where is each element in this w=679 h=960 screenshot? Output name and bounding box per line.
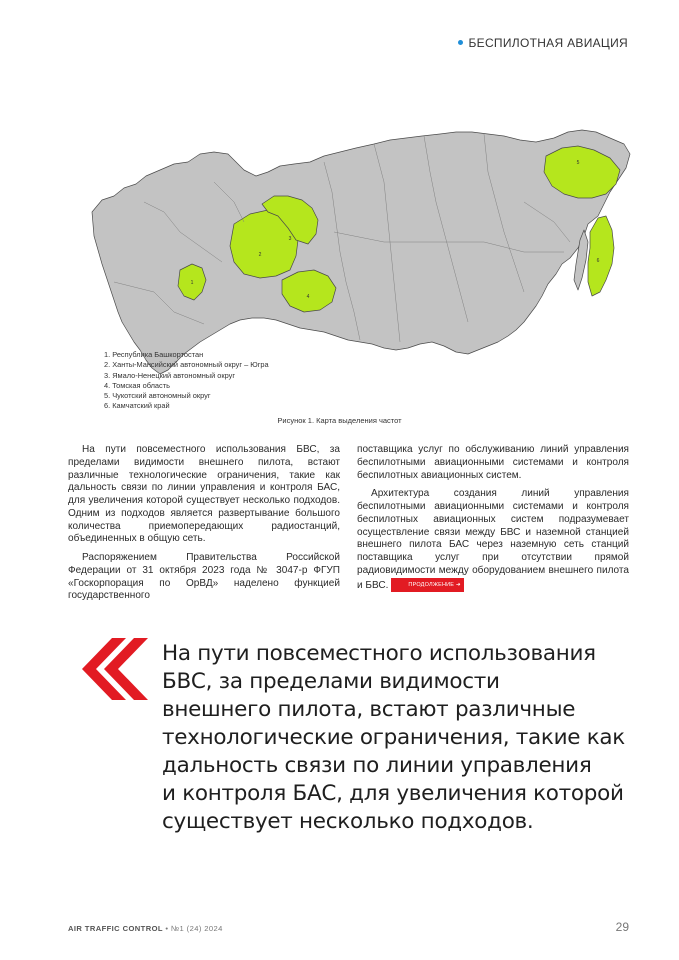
section-title: БЕСПИЛОТНАЯ АВИАЦИЯ — [468, 36, 628, 50]
legend-item: 4. Томская область — [104, 380, 170, 390]
map-label-6: 6 — [596, 258, 600, 264]
map-label-5: 5 — [576, 160, 580, 166]
footer-magazine — [68, 924, 223, 933]
paragraph: поставщика услуг по обслуживанию линий управления беспилотными авиационными системами и контроля беспилотных авиационных систем. — [357, 444, 629, 481]
map-label-2: 2 — [258, 252, 262, 258]
issue-info: • №1 (24) 2024 — [162, 924, 223, 933]
section-tag — [458, 36, 628, 50]
legend-item: 6. Камчатский край — [104, 401, 170, 411]
bullet-dot-icon — [458, 40, 463, 45]
figure-caption: Рисунок 1. Карта выделения частот — [277, 416, 402, 425]
paragraph — [357, 488, 629, 592]
pull-quote-line: и контроля БАС, для увеличения которой — [162, 781, 624, 806]
continue-badge: ПРОДОЛЖЕНИЕ ➜ — [391, 578, 463, 593]
magazine-title: AIR TRAFFIC CONTROL — [68, 924, 163, 933]
pull-quote-line: На пути повсеместного использования — [162, 641, 596, 666]
legend-item: 1. Республика Башкортостан — [104, 350, 204, 359]
pull-quote-line: существует несколько подходов. — [162, 809, 534, 834]
map-label-3: 3 — [288, 236, 292, 242]
article-column-left — [68, 444, 340, 609]
map-label-4: 4 — [306, 294, 310, 300]
quote-chevron-icon — [82, 638, 148, 700]
pull-quote — [162, 640, 632, 836]
map-label-1: 1 — [190, 280, 194, 286]
paragraph: Распоряжением Правительства Российской Федерации от 31 октября 2023 года № 3047-р ФГУП «Госкорпорация по ОрВД» наделено функцией государственного — [68, 552, 340, 602]
map-legend — [104, 350, 269, 412]
map-region-6 — [588, 216, 614, 296]
pull-quote-line: технологические ограничения, такие как — [162, 725, 625, 750]
pull-quote-line: БВС, за пределами видимости — [162, 669, 500, 694]
paragraph: На пути повсеместного использования БВС, за пределами видимости внешнего пилота, встают различные технологические ограничения, такие как дальность связи по линии управления и контроля БАС, для увеличения которой существует несколько подходов. Одним из подходов является развертывание большого количества приемопередающих радиостанций, объединенных в общую сеть. — [68, 444, 340, 545]
page-number: 29 — [615, 920, 629, 934]
legend-item: 3. Ямало-Ненецкий автономный округ — [104, 370, 236, 380]
paragraph-text: Архитектура создания линий управления беспилотными авиационными системами и контроля беспилотных авиационных систем подразумевает осуществление связи между БВС и наземной станцией внешнего пилота БАС через наземную сеть станций поставщика услуг при отсутствии прямой радиовидимости между оборудованием внешнего пилота и БВС. — [357, 488, 629, 591]
pull-quote-line: внешнего пилота, встают различные — [162, 697, 576, 722]
legend-item: 2. Ханты-Мансийский автономный округ – Югра — [104, 360, 269, 370]
article-column-right — [357, 444, 629, 598]
legend-item: 5. Чукотский автономный округ — [104, 391, 211, 401]
pull-quote-line: дальность связи по линии управления — [162, 753, 592, 778]
